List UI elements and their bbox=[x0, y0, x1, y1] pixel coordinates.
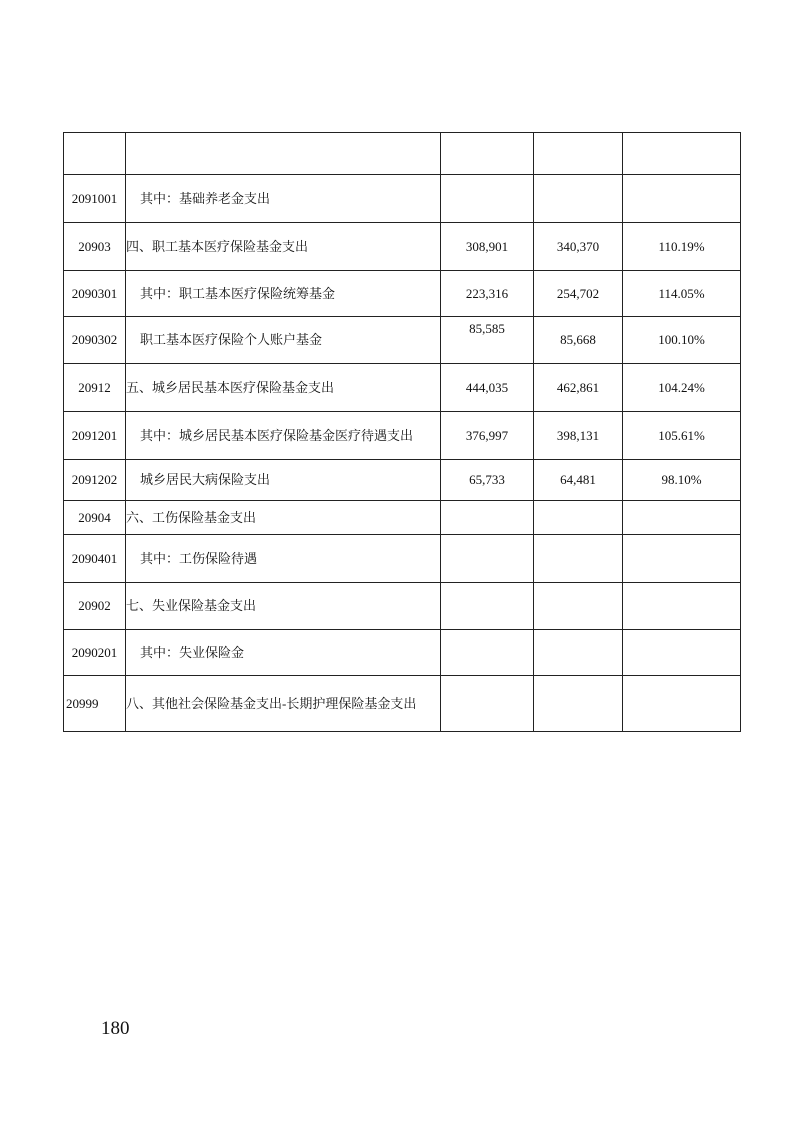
row-percent: 114.05% bbox=[623, 271, 741, 317]
header-cell bbox=[126, 133, 441, 175]
row-name: 五、城乡居民基本医疗保险基金支出 bbox=[126, 364, 441, 412]
header-cell bbox=[441, 133, 534, 175]
row-value-1: 376,997 bbox=[441, 412, 534, 460]
row-value-1: 444,035 bbox=[441, 364, 534, 412]
row-value-1: 223,316 bbox=[441, 271, 534, 317]
row-name: 八、其他社会保险基金支出-长期护理保险基金支出 bbox=[126, 676, 441, 732]
row-code: 20912 bbox=[64, 364, 126, 412]
row-value-2: 462,861 bbox=[534, 364, 623, 412]
row-name: 城乡居民大病保险支出 bbox=[126, 460, 441, 501]
row-percent: 98.10% bbox=[623, 460, 741, 501]
row-percent: 104.24% bbox=[623, 364, 741, 412]
row-value-2 bbox=[534, 676, 623, 732]
row-code: 20902 bbox=[64, 583, 126, 630]
row-value-2: 64,481 bbox=[534, 460, 623, 501]
social-insurance-fund-table bbox=[63, 132, 741, 732]
row-code: 2091202 bbox=[64, 460, 126, 501]
row-percent bbox=[623, 175, 741, 223]
table-row bbox=[64, 317, 741, 364]
table-row bbox=[64, 412, 741, 460]
header-cell bbox=[534, 133, 623, 175]
row-percent bbox=[623, 535, 741, 583]
table-row bbox=[64, 175, 741, 223]
row-name: 其中：工伤保险待遇 bbox=[126, 535, 441, 583]
table-row bbox=[64, 460, 741, 501]
row-percent bbox=[623, 630, 741, 676]
row-code: 20999 bbox=[64, 676, 126, 732]
row-value-1 bbox=[441, 175, 534, 223]
row-code: 2091001 bbox=[64, 175, 126, 223]
row-code: 2090301 bbox=[64, 271, 126, 317]
row-name: 其中：职工基本医疗保险统筹基金 bbox=[126, 271, 441, 317]
table-row bbox=[64, 676, 741, 732]
row-code: 2090201 bbox=[64, 630, 126, 676]
row-name: 四、职工基本医疗保险基金支出 bbox=[126, 223, 441, 271]
row-name: 职工基本医疗保险个人账户基金 bbox=[126, 317, 441, 364]
row-value-1: 65,733 bbox=[441, 460, 534, 501]
row-value-2 bbox=[534, 175, 623, 223]
row-value-2: 254,702 bbox=[534, 271, 623, 317]
row-percent bbox=[623, 583, 741, 630]
header-cell bbox=[623, 133, 741, 175]
table-header-row bbox=[64, 133, 741, 175]
row-value-1: 85,585 bbox=[441, 317, 534, 364]
row-code: 20903 bbox=[64, 223, 126, 271]
row-value-2 bbox=[534, 630, 623, 676]
row-code: 2090302 bbox=[64, 317, 126, 364]
row-value-1 bbox=[441, 501, 534, 535]
row-value-2: 398,131 bbox=[534, 412, 623, 460]
row-value-1 bbox=[441, 630, 534, 676]
row-value-2 bbox=[534, 535, 623, 583]
row-code: 2090401 bbox=[64, 535, 126, 583]
row-name: 六、工伤保险基金支出 bbox=[126, 501, 441, 535]
row-code: 20904 bbox=[64, 501, 126, 535]
row-percent bbox=[623, 676, 741, 732]
row-percent: 100.10% bbox=[623, 317, 741, 364]
row-value-1 bbox=[441, 535, 534, 583]
table-row bbox=[64, 223, 741, 271]
row-percent: 105.61% bbox=[623, 412, 741, 460]
row-name: 其中：失业保险金 bbox=[126, 630, 441, 676]
row-percent bbox=[623, 501, 741, 535]
row-value-2 bbox=[534, 501, 623, 535]
header-cell bbox=[64, 133, 126, 175]
row-value-1 bbox=[441, 583, 534, 630]
page-number: 180 bbox=[101, 1018, 130, 1039]
row-percent: 110.19% bbox=[623, 223, 741, 271]
table-row bbox=[64, 364, 741, 412]
table-row bbox=[64, 501, 741, 535]
row-value-1: 308,901 bbox=[441, 223, 534, 271]
row-value-2: 85,668 bbox=[534, 317, 623, 364]
row-name: 其中：基础养老金支出 bbox=[126, 175, 441, 223]
row-name: 七、失业保险基金支出 bbox=[126, 583, 441, 630]
table-row bbox=[64, 630, 741, 676]
row-code: 2091201 bbox=[64, 412, 126, 460]
table-row bbox=[64, 535, 741, 583]
table-row bbox=[64, 583, 741, 630]
row-name: 其中：城乡居民基本医疗保险基金医疗待遇支出 bbox=[126, 412, 441, 460]
row-value-2 bbox=[534, 583, 623, 630]
table-row bbox=[64, 271, 741, 317]
row-value-2: 340,370 bbox=[534, 223, 623, 271]
row-value-1 bbox=[441, 676, 534, 732]
